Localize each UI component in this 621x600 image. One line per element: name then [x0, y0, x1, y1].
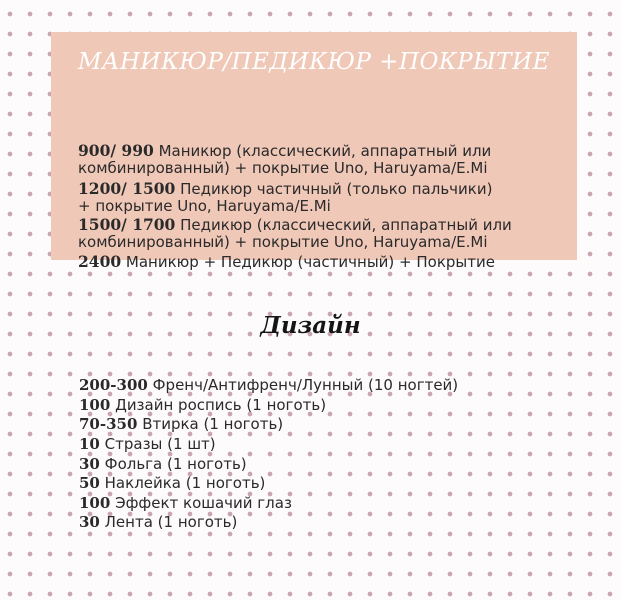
design-item — [79, 494, 292, 513]
service-description: Маникюр + Педикюр (частичный) + Покрытие — [125, 253, 495, 271]
design-label: Френч/Антифренч/Лунный (10 ногтей) — [152, 376, 459, 394]
service-item — [78, 142, 491, 177]
price-card — [51, 32, 577, 271]
design-price: 10 — [79, 435, 100, 453]
service-description: Маникюр (классический, аппаратный или — [158, 142, 492, 160]
design-price: 50 — [79, 474, 100, 492]
service-price: 1200/ 1500 — [78, 179, 176, 198]
design-item — [79, 415, 283, 434]
service-description-cont: комбинированный) + покрытие Uno, Haruyama/E.Mi — [78, 159, 488, 177]
service-item — [78, 253, 495, 271]
service-item — [78, 180, 492, 215]
service-price: 1500/ 1700 — [78, 215, 176, 234]
service-price: 900/ 990 — [78, 141, 154, 160]
design-label: Дизайн роспись (1 ноготь) — [115, 396, 327, 414]
design-label: Втирка (1 ноготь) — [142, 415, 284, 433]
design-item — [79, 455, 247, 474]
service-price: 2400 — [78, 252, 122, 271]
card-title: МАНИКЮР/ПЕДИКЮР +ПОКРЫТИЕ — [78, 49, 550, 75]
design-label: Стразы (1 шт) — [104, 435, 216, 453]
design-price: 30 — [79, 513, 100, 531]
design-price: 70-350 — [79, 415, 138, 433]
design-item — [79, 435, 216, 454]
design-title: Дизайн — [260, 312, 361, 339]
design-label: Фольга (1 ноготь) — [104, 455, 247, 473]
design-label: Лента (1 ноготь) — [104, 513, 238, 531]
service-description-cont: + покрытие Uno, Haruyama/E.Mi — [78, 197, 331, 215]
design-item — [79, 513, 237, 532]
design-item — [79, 396, 326, 415]
design-item — [79, 376, 458, 395]
design-price: 100 — [79, 396, 111, 414]
service-item — [78, 216, 512, 251]
service-description: Педикюр частичный (только пальчики) — [180, 180, 493, 198]
service-description-cont: комбинированный) + покрытие Uno, Haruyama/E.Mi — [78, 233, 488, 251]
design-label: Эффект кошачий глаз — [115, 494, 292, 512]
design-price: 100 — [79, 494, 111, 512]
service-description: Педикюр (классический, аппаратный или — [180, 216, 512, 234]
design-item — [79, 474, 265, 493]
design-label: Наклейка (1 ноготь) — [104, 474, 266, 492]
design-price: 200-300 — [79, 376, 148, 394]
design-price: 30 — [79, 455, 100, 473]
